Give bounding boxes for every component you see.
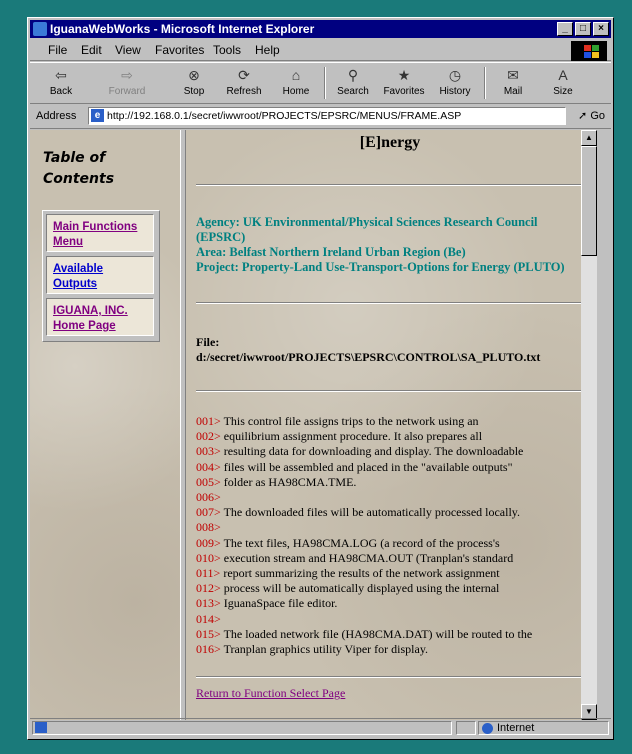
line-number: 002> (196, 429, 221, 444)
control-file-lines (196, 414, 591, 657)
home-button[interactable] (271, 65, 321, 101)
back-arrow-icon: ⇦ (55, 67, 67, 83)
main-functions-menu-link[interactable] (46, 214, 154, 252)
address-url: http://192.168.0.1/secret/iwwroot/PROJECTS/EPSRC/MENUS/FRAME.ASP (107, 110, 462, 122)
divider-line (196, 676, 584, 678)
line-number: 006> (196, 490, 221, 505)
link-line: IGUANA, INC. (53, 305, 128, 317)
page-heading: [E]nergy (359, 134, 421, 151)
stop-button[interactable] (169, 65, 219, 101)
windows-logo-icon (571, 41, 607, 61)
size-label: Size (553, 86, 573, 97)
line-text: files will be assembled and placed in the "available outputs" (220, 459, 513, 474)
list-item (196, 581, 591, 596)
list-item (196, 566, 591, 581)
refresh-icon: ⟳ (238, 67, 250, 83)
list-item (196, 429, 591, 444)
list-item (196, 520, 591, 535)
line-text: This control file assigns trips to the network using an (220, 414, 479, 428)
available-outputs-link[interactable] (46, 256, 154, 294)
agency-text: Agency: UK Environmental/Physical Sciences Research Council (EPSRC) (196, 215, 538, 244)
address-bar (30, 104, 611, 129)
scroll-up-button[interactable]: ▲ (581, 130, 597, 146)
go-button[interactable]: ➚ Go (578, 110, 605, 122)
status-bar (30, 718, 611, 737)
title-bar (30, 20, 611, 38)
return-to-function-select-link[interactable]: Return to Function Select Page (196, 686, 346, 700)
history-icon: ◷ (448, 67, 462, 83)
line-text: resulting data for downloading and display. The downloadable (220, 444, 524, 459)
menu-help[interactable]: Help (255, 43, 280, 57)
list-item (196, 536, 591, 551)
toolbar-separator (484, 67, 486, 99)
link-line: Main Functions (53, 221, 138, 233)
toc-frame (30, 130, 180, 720)
line-text: IguanaSpace file editor. (220, 596, 338, 611)
home-label: Home (282, 86, 310, 97)
list-item (196, 490, 591, 505)
file-label: File: (196, 335, 220, 349)
line-number: 001> (196, 414, 221, 428)
menu-view[interactable]: View (115, 43, 141, 57)
line-number: 004> (196, 459, 221, 474)
mail-icon: ✉ (507, 67, 519, 83)
minimize-button[interactable]: _ (557, 22, 573, 36)
menu-tools[interactable]: Tools (213, 43, 242, 57)
line-number: 016> (196, 642, 221, 657)
status-cell (456, 721, 476, 735)
zone-label: Internet (497, 722, 535, 734)
line-number: 005> (196, 474, 221, 489)
list-item (196, 627, 591, 642)
line-text: process will be automatically displayed using the internal (220, 581, 500, 596)
list-item (196, 475, 591, 490)
file-info (196, 335, 591, 365)
divider-line (196, 184, 584, 186)
globe-icon (482, 723, 493, 734)
line-number: 012> (196, 581, 221, 596)
line-number: 015> (196, 626, 221, 641)
main-frame (186, 130, 597, 720)
line-text: execution stream and HA98CMA.OUT (Tranplan's standard (220, 550, 514, 565)
line-number: 013> (196, 596, 221, 611)
history-button[interactable] (430, 65, 480, 101)
history-label: History (439, 86, 471, 97)
size-button[interactable] (538, 65, 588, 101)
forward-label: Forward (108, 86, 146, 97)
menu-favorites[interactable]: Favorites (155, 43, 205, 57)
line-number: 011> (196, 566, 221, 581)
link-line: Home Page (53, 320, 116, 332)
favorites-label: Favorites (383, 86, 425, 97)
go-label: Go (590, 110, 605, 122)
line-number: 003> (196, 444, 221, 459)
menu-edit[interactable]: Edit (81, 43, 102, 57)
mail-label: Mail (503, 86, 523, 97)
stop-icon: ⊗ (188, 67, 200, 83)
refresh-label: Refresh (226, 86, 262, 97)
divider-line (196, 390, 584, 392)
scroll-down-button[interactable]: ▼ (581, 704, 597, 720)
back-label: Back (49, 86, 73, 97)
favorites-button[interactable] (379, 65, 429, 101)
toc-title-line2: Contents (43, 171, 115, 187)
line-text: The downloaded files will be automatically processed locally. (220, 505, 521, 520)
divider-line (196, 302, 584, 304)
page-status-icon (35, 722, 47, 733)
line-number: 008> (196, 520, 221, 535)
vertical-scrollbar[interactable] (581, 130, 597, 720)
toc-nav-panel (42, 210, 160, 342)
iguana-home-page-link[interactable] (46, 298, 154, 336)
maximize-button[interactable]: □ (575, 22, 591, 36)
link-line: Menu (53, 236, 84, 248)
home-icon: ⌂ (291, 67, 301, 83)
ie-app-icon (33, 22, 47, 36)
toolbar-separator (324, 67, 326, 99)
mail-button[interactable] (488, 65, 538, 101)
line-text: Tranplan graphics utility Viper for display. (220, 642, 429, 657)
page-content (30, 130, 597, 720)
search-label: Search (337, 86, 369, 97)
browser-window (27, 17, 614, 740)
toolbar (30, 62, 611, 104)
line-text: equilibrium assignment procedure. It also prepares all (220, 429, 483, 444)
list-item (196, 596, 591, 611)
stop-label: Stop (183, 86, 205, 97)
line-number: 009> (196, 535, 221, 550)
line-number: 007> (196, 505, 221, 520)
address-input[interactable] (88, 107, 566, 125)
menu-bar (30, 40, 611, 61)
project-text: Project: Property-Land Use-Transport-Options for Energy (PLUTO) (196, 260, 565, 274)
scroll-thumb[interactable] (581, 146, 597, 256)
line-text: The loaded network file (HA98CMA.DAT) will be routed to the (220, 626, 533, 641)
page-icon: e (91, 109, 104, 122)
close-button[interactable]: × (593, 22, 609, 36)
line-number: 010> (196, 550, 221, 565)
menu-file[interactable]: File (48, 43, 68, 57)
back-button[interactable] (36, 65, 86, 101)
list-item (196, 460, 591, 475)
area-text: Area: Belfast Northern Ireland Urban Region (Be) (196, 245, 466, 259)
security-zone (478, 721, 609, 735)
line-text: The text files, HA98CMA.LOG (a record of the process's (220, 535, 500, 550)
link-line: Available (53, 263, 104, 275)
refresh-button[interactable] (219, 65, 269, 101)
forward-arrow-icon: ⇨ (121, 67, 133, 83)
list-item (196, 414, 591, 429)
toc-title (43, 148, 114, 190)
list-item (196, 612, 591, 627)
line-text: folder as HA98CMA.TME. (220, 474, 357, 489)
list-item (196, 444, 591, 459)
search-icon: ⚲ (347, 67, 359, 83)
list-item (196, 551, 591, 566)
forward-button[interactable] (102, 65, 152, 101)
font-size-icon: A (558, 67, 568, 83)
toc-title-line1: Table of (43, 150, 106, 166)
window-title: IguanaWebWorks - Microsoft Internet Explorer (50, 22, 315, 36)
favorites-icon: ★ (397, 67, 411, 83)
status-message (32, 721, 452, 735)
list-item (196, 642, 591, 657)
list-item (196, 505, 591, 520)
file-path: d:/secret/iwwroot/PROJECTS\EPSRC\CONTROL\SA_PLUTO.txt (196, 350, 541, 364)
line-number: 014> (196, 611, 221, 626)
link-line: Outputs (53, 278, 98, 290)
search-button[interactable] (328, 65, 378, 101)
address-label: Address (36, 110, 77, 122)
line-text: report summarizing the results of the network assignment (220, 566, 500, 581)
